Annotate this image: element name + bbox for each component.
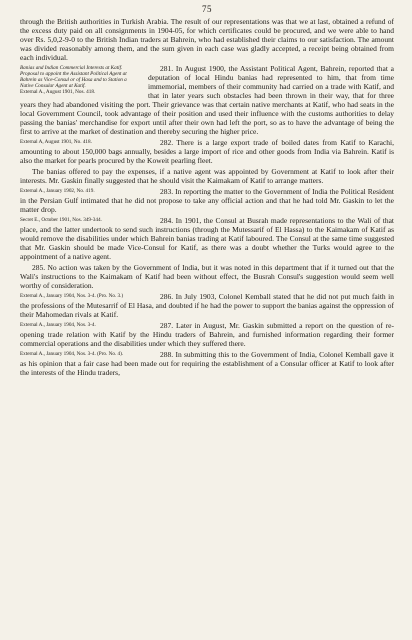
sidenote-286-ref: External A., January 1904, Nos. 3-4. (Pro. No. 3.) <box>20 293 124 299</box>
sidenote-283-ref: External A., January 1902, No. 419. <box>20 188 95 194</box>
paragraph-287: 287. Later in August, Mr. Gaskin submitted a report on the question of re-opening trade relation with Katif by the Hindu traders of Bahrein, and furnished information regarding their former commercial operations and the disabilities under which they suffered there. <box>20 321 394 348</box>
sidenote-282-ref: External A, August 1901, No. 418. <box>20 139 92 145</box>
sidenote-284-ref: Secret E., October 1901, Nos. 349-344. <box>20 217 102 223</box>
sidenote-286 <box>20 293 140 299</box>
paragraph-282: 282. There is a large export trade of boiled dates from Katif to Karachi, amounting to about 150,000 bags annually, besides a large import of rice and other goods from India via Bahrein. Katif is also the market for pearls procured by the Koweit pearling fleet. <box>20 138 394 165</box>
paragraph-285: 285. No action was taken by the Government of India, but it was noted in this department that if it turned out that the Wali's instructions to the Kaimakam of Katif had been without effect, the Busrah Consul's suggestion would seem well worthy of consideration. <box>20 263 394 290</box>
sidenote-288-ref: External A., January 1904, Nos. 3-4. (Pro. No. 4). <box>20 351 124 357</box>
paragraph-281: 281. In August 1900, the Assistant Political Agent, Bahrein, reported that a deputation of local Hindu banias had represented to him, that from time immemorial, members of their community had carried on a trade with Katif, and that in later years such obstacles had been thrown in their way, that for three years they had abandoned visiting the port. Their grievance was that certain native merchants at Katif, who had seats in the local Government Council, took advantage of their position and used their influence with the customs authorities to delay passing the banias' merchandise for export until after their own had left the port, so as to have the advantage of being the first to arrive at the market of destination and thereby securing the higher price. <box>20 64 394 136</box>
sidenote-281-ref: External A., August 1901, Nos. 418. <box>20 89 96 95</box>
sidenote-284 <box>20 217 140 223</box>
sidenote-283 <box>20 188 140 194</box>
sidenote-282 <box>20 139 140 145</box>
paragraph-283: 283. In reporting the matter to the Government of India the Political Resident in the Persian Gulf intimated that he did not propose to take any official action and that he had told Mr. Gaskin to let the matter drop. <box>20 187 394 214</box>
sidenote-281-title: Banias and Indian Commercial Interests at Katif. Proposal to appoint the Assistant Political Agent at Bahrein as Vice-Consul or of Hasa and to Station a Native Consular Agent at Katif. <box>20 65 127 89</box>
paragraph-banias-offer: The banias offered to pay the expenses, if a native agent was appointed by Government at Katif to look after their interests. Mr. Gaskin finally suggested that he should visit the Kaimakam of Katif to arrange matters. <box>20 167 394 185</box>
sidenote-287 <box>20 322 140 328</box>
paragraph-intro: through the British authorities in Turkish Arabia. The result of our representations was that we at last, obtained a refund of the excess duty paid on all consignments in 1904-05, for which certificates could be procured, and we were able to hand over Rs. 5,0,2-9-0 to the British Indian traders at Bahrein, who had established their claims to our satisfaction. The amount was divided reasonably among them, and the sum given in each case was gladly accepted, a receipt being obtained from each individual. <box>20 17 394 62</box>
paragraph-284: 284. In 1901, the Consul at Busrah made representations to the Wali of that place, and the latter undertook to send such instructions (through the Mutessarif of El Hassa) to the Kaimakam of Katif as would remove the disabilities under which Bahrein banias trading at Katif laboured. The Consul at the same time suggested that Mr. Gaskin should be made Vice-Consul for Katif, as there was a doubt whether the Turks would agree to the appointment of a native agent. <box>20 216 394 261</box>
sidenote-281 <box>20 65 140 95</box>
page-number: 75 <box>202 4 212 14</box>
sidenote-287-ref: External A., January 1904, Nos. 3-4. <box>20 322 96 328</box>
sidenote-288 <box>20 351 140 357</box>
paragraph-286: 286. In July 1903, Colonel Kemball stated that he did not put much faith in the professions of the Mutesarrif of El Hasa, and doubted if he had the power to support the banias against the oppression of their Mahomedan rivals at Katif. <box>20 292 394 319</box>
paragraph-288: 288. In submitting this to the Government of India, Colonel Kemball gave it as his opinion that a fair case had been made out for requiring the establishment of a Consular officer at Katif to look after the interests of the Hindu traders, <box>20 350 394 377</box>
